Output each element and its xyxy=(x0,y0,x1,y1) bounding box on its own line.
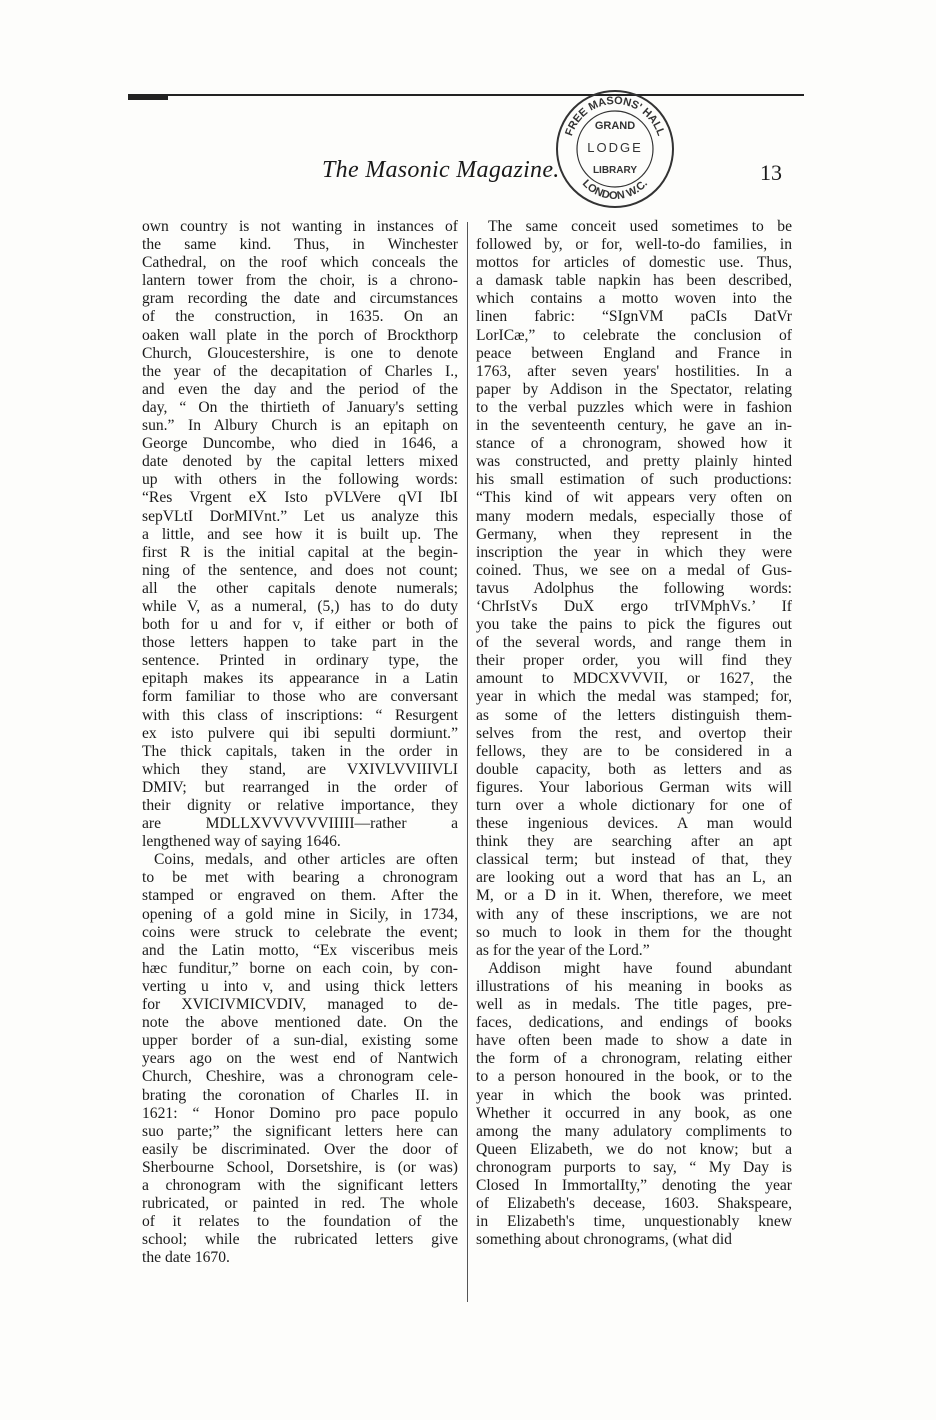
text-line: year in which the book was printed. xyxy=(476,1086,792,1104)
text-line: have often been made to show a date in xyxy=(476,1032,792,1050)
text-line: ‘ChrIstVs DuX ergo trIVMphVs.’ If xyxy=(476,597,792,615)
text-line: you take the pains to pick the figures out xyxy=(476,616,792,634)
text-line: turn over a whole dictionary for one of xyxy=(476,797,792,814)
text-line: Whether it occurred in any book, as one xyxy=(476,1104,792,1122)
text-line: coins were struck to celebrate the event; xyxy=(142,923,458,941)
text-line: years ago on the west end of Nantwich xyxy=(142,1050,458,1068)
text-line: double capacity, both as letters and as xyxy=(476,760,792,778)
text-line: classical term; but instead of that, they xyxy=(476,851,792,869)
text-line: Coins, medals, and other articles are often xyxy=(154,851,458,869)
text-line: their proper order, you will find they xyxy=(476,652,792,670)
text-line: “This kind of wit appears very often on xyxy=(476,489,792,507)
text-line: note the above mentioned date. On the xyxy=(142,1014,458,1032)
page-number: 13 xyxy=(760,160,782,185)
text-line: for XVICIVMICVDIV, managed to de- xyxy=(142,996,458,1014)
text-line: well as in medals. The title pages, pre- xyxy=(476,996,792,1014)
text-line: selves from the rest, and overtop their xyxy=(476,724,792,742)
text-line: with this class of inscriptions: “ Resurgent xyxy=(142,706,458,724)
text-line: The thick capitals, taken in the order in xyxy=(142,742,458,760)
text-line: oaken wall plate in the porch of Brockthorp xyxy=(142,326,458,344)
text-line: George Duncombe, who died in 1646, a xyxy=(142,435,458,453)
text-line: epitaph makes its appearance in a Latin xyxy=(142,670,458,688)
text-line: 1763, after seven years' hostilities. In a xyxy=(476,362,792,380)
text-line: Queen Elizabeth, we do not know; but a xyxy=(476,1140,792,1158)
text-line: their dignity or relative importance, they xyxy=(142,797,458,814)
text-line: chronogram purports to say, “ My Day is xyxy=(476,1158,792,1176)
text-line: think they are searching after an apt xyxy=(476,833,792,851)
text-line: Sherbourne School, Dorsetshire, is (or was) xyxy=(142,1158,458,1176)
text-line: year in which the medal was stamped; for, xyxy=(476,688,792,706)
text-line: followed by, or for, well-to-do families, in xyxy=(476,236,792,254)
text-line: stamped or engraved on them. After the xyxy=(142,887,458,905)
text-line: ex isto pulvere qui ibi sepulti dormiunt.” xyxy=(142,724,458,742)
text-line: Church, Gloucestershire, is one to denote xyxy=(142,344,458,362)
text-line: these ingenious devices. A man would xyxy=(476,815,792,833)
stamp-bottom-text: LONDON W.C. xyxy=(579,177,651,203)
text-line: paper by Addison in the Spectator, relating xyxy=(476,380,792,398)
text-line: his small estimation of such productions: xyxy=(476,471,792,489)
text-line: as for the year of the Lord.” xyxy=(476,941,650,959)
text-line: brating the coronation of Charles II. in xyxy=(142,1086,458,1104)
text-line: the form of a chronogram, relating either xyxy=(476,1050,792,1068)
text-line: was constructed, and pretty plainly hinted xyxy=(476,453,792,471)
text-line: hæc funditur,” borne on each coin, by con- xyxy=(142,959,458,977)
text-line: Germany, when they represent in the xyxy=(476,525,792,543)
text-line: to a person honoured in the book, or to the xyxy=(476,1068,792,1086)
text-line: in Elizabeth's time, unquestionably knew xyxy=(476,1213,792,1231)
text-line: fellows, they are to be considered in a xyxy=(476,742,792,760)
text-line: inscription the year in which they were xyxy=(476,543,792,561)
text-line: Cathedral, on the roof which conceals the xyxy=(142,254,458,272)
text-line: illustrations of his meaning in books as xyxy=(476,977,792,995)
left-column xyxy=(142,218,458,1267)
text-line: with any of these inscriptions, we are not xyxy=(476,905,792,923)
text-line: gram recording the date and circumstances xyxy=(142,290,458,308)
text-line: easily be discriminated. Over the door of xyxy=(142,1140,458,1158)
text-line: to be met with bearing a chronogram xyxy=(142,869,458,887)
text-line: figures. Your laborious German wits will xyxy=(476,778,792,796)
stamp-line-grand: GRAND xyxy=(594,120,636,132)
text-line: school; while the rubricated letters give xyxy=(142,1231,458,1249)
text-line: the same kind. Thus, in Winchester xyxy=(142,236,458,254)
text-line: a damask table napkin has been described, xyxy=(476,272,792,290)
library-stamp-icon xyxy=(550,84,680,214)
text-line: are MDLLXVVVVVVIIIII—rather a xyxy=(142,815,458,833)
text-line: in the seventeenth century, he gave an in- xyxy=(476,417,792,435)
text-line: as some of the letters distinguish them- xyxy=(476,706,792,724)
text-line: first R is the initial capital at the begin- xyxy=(142,543,458,561)
text-line: which contains a motto woven into the xyxy=(476,290,792,308)
text-line: tavus Adolphus the following words: xyxy=(476,579,792,597)
text-line: lengthened way of saying 1646. xyxy=(142,833,341,851)
stamp-top-text: FREE MASONS' HALL xyxy=(563,94,667,138)
text-line: “Res Vrgent eX Isto pVLVere qVI IbI xyxy=(142,489,458,507)
text-line: a little, and see how it is built up. The xyxy=(142,525,458,543)
text-line: lantern tower from the choir, is a chrono- xyxy=(142,272,458,290)
text-line: rubricated, or painted in red. The whole xyxy=(142,1195,458,1213)
text-line: both for u and for v, if either or both of xyxy=(142,616,458,634)
text-line: Closed In ImmortalIty,” denoting the year xyxy=(476,1176,792,1194)
text-line: DMIV; but rearranged in the order of xyxy=(142,778,458,796)
stamp-line-lodge: LODGE xyxy=(587,140,643,155)
text-line: The same conceit used sometimes to be xyxy=(488,218,792,235)
text-line: and even the day and the period of the xyxy=(142,380,458,398)
text-line: day, “ On the thirtieth of January's setting xyxy=(142,398,458,416)
text-line: are looking out a word that has an L, an xyxy=(476,869,792,887)
text-line: up with others in the following words: xyxy=(142,471,458,489)
text-line: Church, Cheshire, was a chronogram cele- xyxy=(142,1068,458,1086)
text-line: faces, dedications, and endings of books xyxy=(476,1014,792,1032)
text-line: verting u into v, and using thick letters xyxy=(142,977,458,995)
text-line: of Elizabeth's decease, 1603. Shakspeare, xyxy=(476,1195,792,1213)
header-rule xyxy=(128,94,804,96)
text-line: suo parte;” the significant letters here can xyxy=(142,1122,458,1140)
text-line: the year of the decapitation of Charles I., xyxy=(142,362,458,380)
text-line: opening of a gold mine in Sicily, in 1734, xyxy=(142,905,458,923)
text-line: those letters happen to take part in the xyxy=(142,634,458,652)
text-line: mottos for articles of domestic use. Thus, xyxy=(476,254,792,272)
text-line: which they stand, are VXIVLVVIIIVLI xyxy=(142,760,458,778)
text-line: to the verbal puzzles which were in fashion xyxy=(476,398,792,416)
svg-text:LONDON W.C. xyxy=(580,178,650,203)
text-line: sun.” In Albury Church is an epitaph on xyxy=(142,417,458,435)
text-line: LorICæ,” to celebrate the conclusion of xyxy=(476,326,792,344)
text-line: M, or a D in it. When, therefore, we meet xyxy=(476,887,792,905)
running-title: The Masonic Magazine. xyxy=(322,157,560,183)
text-line: linen fabric: “SIgnVM paCIs DatVr xyxy=(476,308,792,326)
column-divider xyxy=(467,222,468,1302)
text-line: sepVLtI DorMIVnt.” Let us analyze this xyxy=(142,507,458,525)
text-line: many modern medals, especially those of xyxy=(476,507,792,525)
text-line: something about chronograms, (what did xyxy=(476,1231,732,1249)
text-line: so much to look in them for the thought xyxy=(476,923,792,941)
text-line: coined. Thus, we see on a medal of Gus- xyxy=(476,561,792,579)
text-line: and the Latin motto, “Ex visceribus meis xyxy=(142,941,458,959)
right-column xyxy=(476,218,792,1249)
text-line: date denoted by the capital letters mixed xyxy=(142,453,458,471)
text-line: 1621: “ Honor Domino pro pace populo xyxy=(142,1104,458,1122)
text-line: a chronogram with the significant letters xyxy=(142,1176,458,1194)
text-line: stance of a chronogram, showed how it xyxy=(476,435,792,453)
text-line: of it relates to the foundation of the xyxy=(142,1213,458,1231)
text-line: amount to MDCXVVVII, or 1627, the xyxy=(476,670,792,688)
stamp-line-library: LIBRARY xyxy=(592,165,638,176)
text-line: all the other capitals denote numerals; xyxy=(142,579,458,597)
text-line: of the several words, and range them in xyxy=(476,634,792,652)
text-line: ning of the sentence, and does not count; xyxy=(142,561,458,579)
text-line: sentence. Printed in ordinary type, the xyxy=(142,652,458,670)
text-line: of the construction, in 1635. On an xyxy=(142,308,458,326)
text-line: the date 1670. xyxy=(142,1249,230,1267)
text-line: upper border of a sun-dial, existing some xyxy=(142,1032,458,1050)
text-line: among the many adulatory compliments to xyxy=(476,1122,792,1140)
text-line: while V, as a numeral, (5,) has to do duty xyxy=(142,597,458,615)
text-line: peace between England and France in xyxy=(476,344,792,362)
text-line: form familiar to those who are conversant xyxy=(142,688,458,706)
text-line: own country is not wanting in instances of xyxy=(142,218,458,235)
text-line: Addison might have found abundant xyxy=(488,959,792,977)
